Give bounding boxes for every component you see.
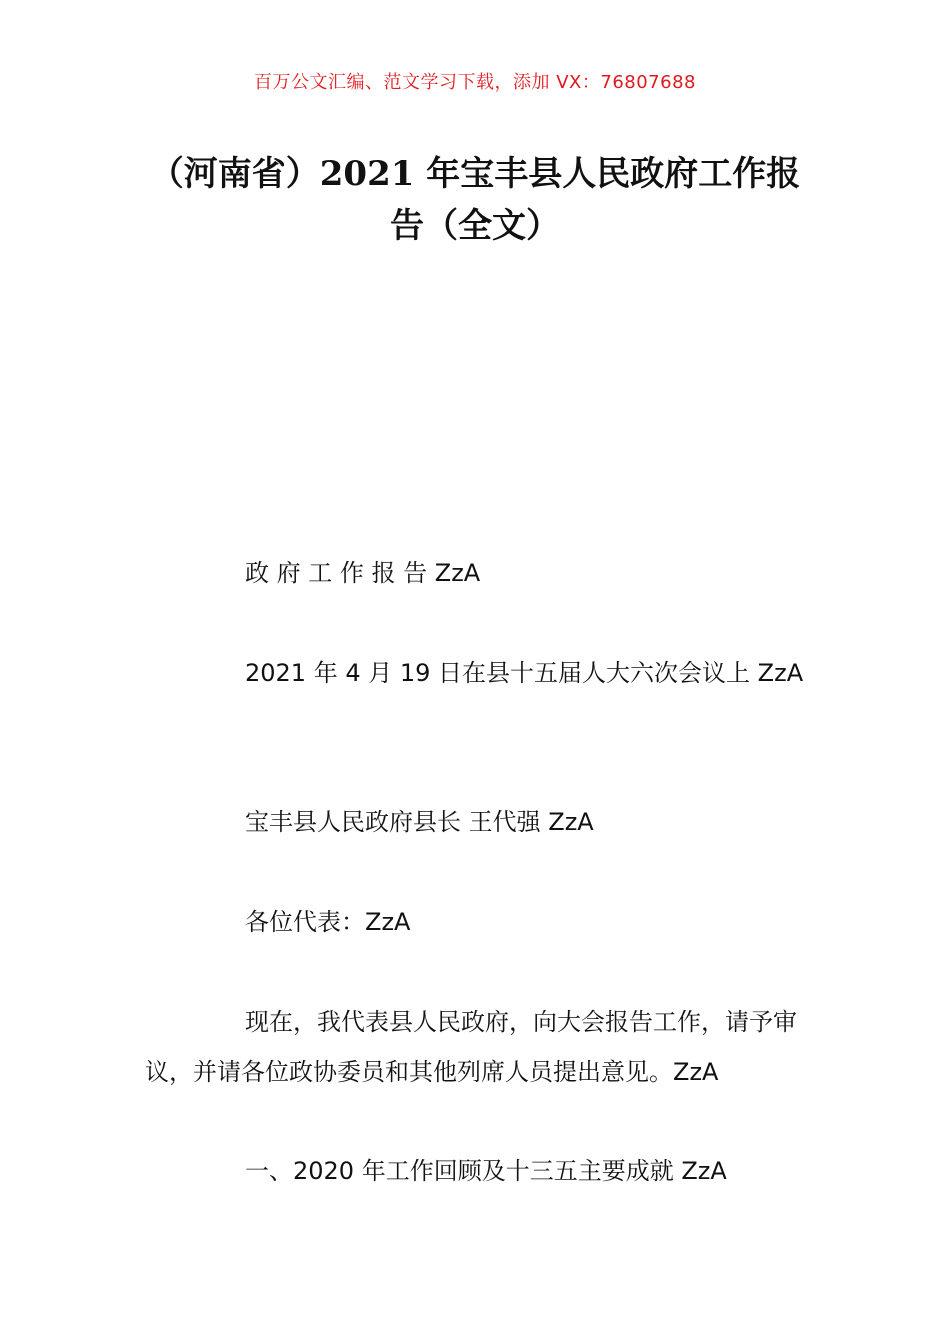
section-heading-1: 一、2020 年工作回顾及十三五主要成就 ZzA bbox=[245, 1157, 727, 1185]
document-title: （河南省）2021 年宝丰县人民政府工作报告（全文） bbox=[149, 154, 801, 246]
header-watermark-note: 百万公文汇编、范文学习下载，添加 VX：76807688 bbox=[254, 72, 696, 93]
salutation: 各位代表：ZzA bbox=[245, 908, 411, 936]
report-heading: 政 府 工 作 报 告 ZzA bbox=[245, 559, 481, 587]
intro-paragraph: 现在，我代表县人民政府，向大会报告工作，请予审议，并请各位政协委员和其他列席人员提出意见。ZzA bbox=[145, 1008, 797, 1086]
report-date-line: 2021 年 4 月 19 日在县十五届人大六次会议上 ZzA bbox=[245, 659, 804, 687]
report-author-line: 宝丰县人民政府县长 王代强 ZzA bbox=[245, 808, 594, 836]
